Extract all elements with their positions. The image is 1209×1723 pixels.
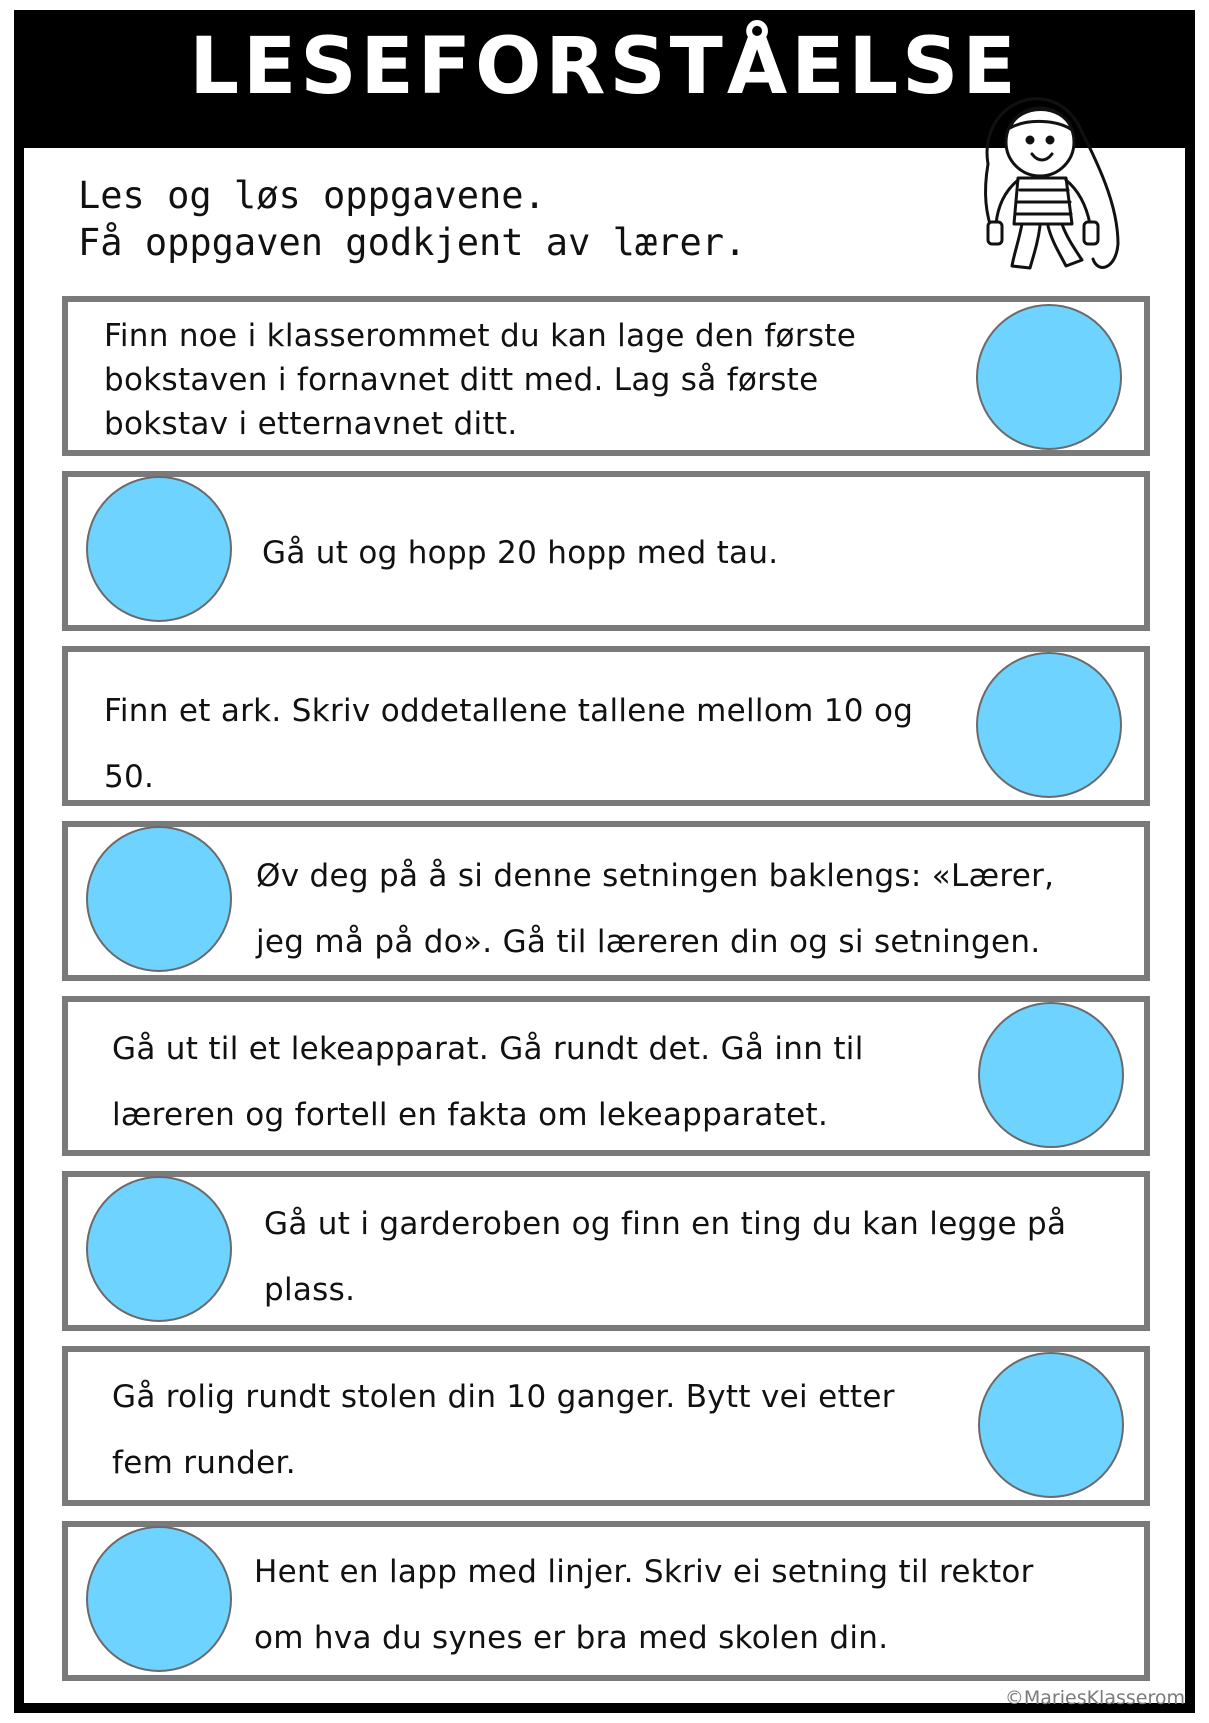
task-line: bokstaven i fornavnet ditt med. Lag så første [104, 362, 819, 398]
task-line: Gå ut til et lekeapparat. Gå rundt det. Gå inn til [112, 1031, 864, 1067]
task-line: bokstav i etternavnet ditt. [104, 406, 518, 442]
task-text-1 [104, 314, 856, 446]
task-line: 50. [104, 759, 155, 795]
task-line: Øv deg på å si denne setningen baklengs: «Lærer, [256, 858, 1055, 894]
instruction-line-2: Få oppgaven godkjent av lærer. [78, 221, 747, 264]
task-text-2 [262, 531, 778, 575]
task-line: fem runder. [112, 1445, 296, 1481]
instructions [78, 172, 746, 266]
task-text-6 [264, 1191, 1066, 1323]
task-text-7 [112, 1364, 895, 1496]
task-line: om hva du synes er bra med skolen din. [254, 1620, 889, 1656]
check-circle-5[interactable] [978, 1002, 1124, 1148]
task-line: Gå ut i garderoben og finn en ting du kan legge på [264, 1206, 1067, 1242]
task-text-5 [112, 1016, 864, 1148]
task-line: Gå rolig rundt stolen din 10 ganger. Bytt vei etter [112, 1379, 895, 1415]
check-circle-7[interactable] [978, 1352, 1124, 1498]
instruction-line-1: Les og løs oppgavene. [78, 174, 546, 217]
jump-rope-kid-icon [968, 84, 1136, 279]
check-circle-2[interactable] [86, 476, 232, 622]
task-line: plass. [264, 1272, 356, 1308]
check-circle-6[interactable] [86, 1176, 232, 1322]
task-line: Finn et ark. Skriv oddetallene tallene mellom 10 og [104, 693, 914, 729]
task-text-3 [104, 678, 913, 810]
check-circle-1[interactable] [976, 304, 1122, 450]
task-text-8 [254, 1539, 1034, 1671]
task-line: jeg må på do». Gå til læreren din og si setningen. [256, 924, 1041, 960]
task-line: Hent en lapp med linjer. Skriv ei setning til rektor [254, 1554, 1034, 1590]
check-circle-4[interactable] [86, 826, 232, 972]
task-text-4 [256, 843, 1054, 975]
task-line: læreren og fortell en fakta om lekeapparatet. [112, 1097, 829, 1133]
task-line: Gå ut og hopp 20 hopp med tau. [262, 535, 779, 571]
check-circle-8[interactable] [86, 1526, 232, 1672]
check-circle-3[interactable] [976, 652, 1122, 798]
task-line: Finn noe i klasserommet du kan lage den første [104, 318, 857, 354]
page-title-text: LESEFORSTÅELSE [189, 22, 1020, 112]
copyright-text: ©MariesKlasserom [1004, 1687, 1185, 1709]
